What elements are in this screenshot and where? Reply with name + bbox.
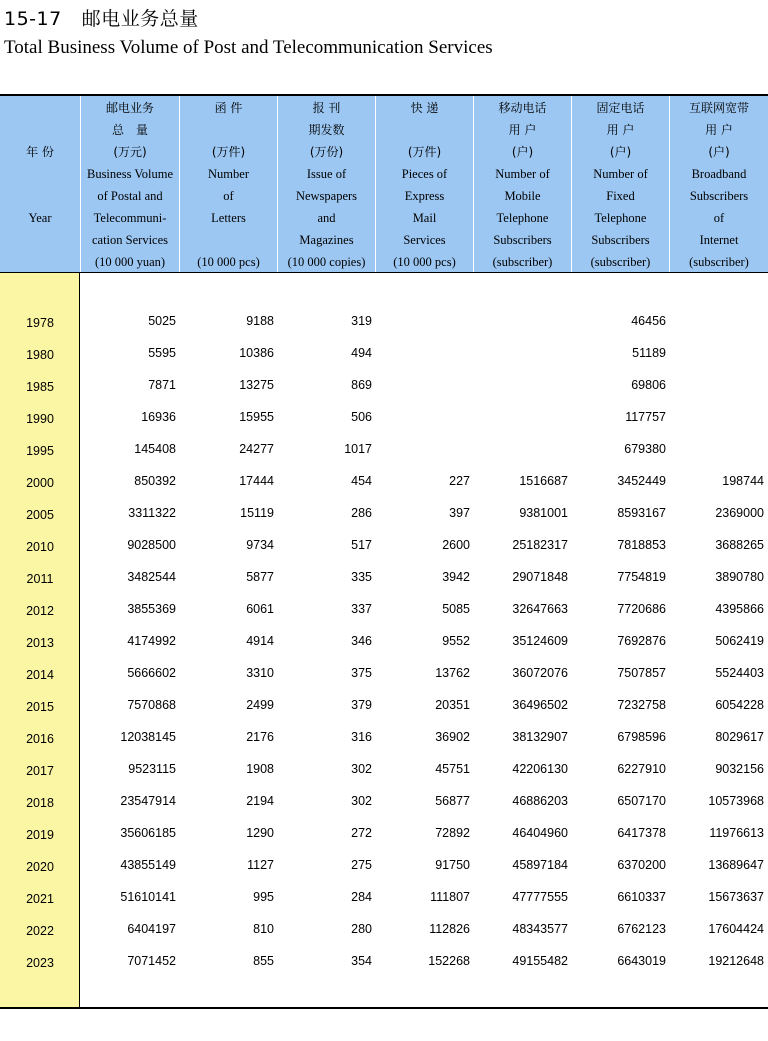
value-cell-letters: 4914 [246, 634, 274, 648]
header-line: Subscribers [493, 233, 552, 247]
value-cell-express: 111807 [430, 890, 470, 904]
value-cell-express [376, 401, 470, 433]
value-cell-mobile: 35124609 [512, 634, 568, 648]
header-line: 总 量 [111, 123, 148, 137]
value-cell-fixed: 7754819 [617, 570, 666, 584]
header-line: of [223, 189, 234, 203]
header-line: (subscriber) [689, 255, 749, 269]
year-cell: 2018 [26, 796, 54, 810]
value-cell-fixed: 6507170 [617, 794, 666, 808]
value-cell-mobile [474, 369, 568, 401]
header-line [0, 119, 80, 141]
value-cell-fixed: 6762123 [617, 922, 666, 936]
value-cell-fixed: 6610337 [617, 890, 666, 904]
value-cell-letters: 1908 [246, 762, 274, 776]
year-cell: 2022 [26, 924, 54, 938]
value-cell-fixed: 6643019 [617, 954, 666, 968]
value-cell-letters: 15119 [240, 506, 274, 520]
header-line: Services [403, 233, 446, 247]
value-cell-letters: 17444 [239, 474, 274, 488]
value-cell-letters: 10386 [239, 346, 274, 360]
table-row [0, 945, 768, 977]
value-cell-letters: 9188 [246, 314, 274, 328]
value-cell-broadband: 8029617 [715, 730, 764, 744]
value-cell-mobile [474, 401, 568, 433]
value-cell-express: 91750 [435, 858, 470, 872]
value-cell-fixed: 8593167 [617, 506, 666, 520]
value-cell-express [376, 433, 470, 465]
value-cell-mobile: 48343577 [512, 922, 568, 936]
value-cell-letters: 6061 [246, 602, 274, 616]
header-line: Internet [699, 233, 739, 247]
value-cell-letters: 810 [253, 922, 274, 936]
value-cell-fixed: 7507857 [617, 666, 666, 680]
value-cell-letters: 9734 [246, 538, 274, 552]
year-cell: 2021 [26, 892, 54, 906]
value-cell-fixed: 3452449 [617, 474, 666, 488]
header-bottom-rule [0, 272, 768, 273]
value-cell-mobile: 38132907 [512, 730, 568, 744]
value-cell-newspapers: 319 [351, 314, 372, 328]
table-row [0, 881, 768, 913]
year-cell: 2016 [26, 732, 54, 746]
table-row [0, 529, 768, 561]
header-col-fixed [572, 96, 670, 272]
value-cell-letters: 1127 [247, 858, 274, 872]
value-cell-express [376, 305, 470, 337]
table-row [0, 401, 768, 433]
year-cell: 2010 [26, 540, 54, 554]
table-row [0, 817, 768, 849]
value-cell-newspapers: 346 [351, 634, 372, 648]
value-cell-newspapers: 272 [351, 826, 372, 840]
header-line [0, 185, 80, 207]
header-line: Number of [593, 167, 648, 181]
table-row [0, 625, 768, 657]
header-line: Telephone [594, 211, 647, 225]
header-line: 年 份 [26, 145, 54, 159]
header-line: Mobile [504, 189, 541, 203]
year-cell: 1985 [26, 380, 54, 394]
value-cell-business-volume: 4174992 [127, 634, 176, 648]
value-cell-broadband [670, 433, 764, 465]
header-line: (万件) [407, 145, 442, 159]
value-cell-mobile: 46886203 [512, 794, 568, 808]
header-line: Subscribers [689, 189, 749, 203]
value-cell-newspapers: 454 [351, 474, 372, 488]
value-cell-business-volume: 6404197 [127, 922, 176, 936]
value-cell-broadband: 3890780 [715, 570, 764, 584]
value-cell-newspapers: 337 [351, 602, 372, 616]
value-cell-newspapers: 280 [351, 922, 372, 936]
year-cell: 2019 [26, 828, 54, 842]
year-cell: 2011 [26, 572, 54, 586]
header-col-letters [180, 96, 278, 272]
value-cell-business-volume: 850392 [134, 474, 176, 488]
value-cell-newspapers: 869 [351, 378, 372, 392]
value-cell-newspapers: 316 [351, 730, 372, 744]
value-cell-letters: 2194 [246, 794, 274, 808]
year-cell: 1980 [26, 348, 54, 362]
value-cell-letters: 5877 [246, 570, 274, 584]
value-cell-newspapers: 275 [351, 858, 372, 872]
value-cell-business-volume: 5595 [148, 346, 176, 360]
value-cell-express: 45751 [435, 762, 470, 776]
header-line [0, 163, 80, 185]
header-line: Express [404, 189, 445, 203]
header-line: Telephone [496, 211, 549, 225]
value-cell-letters: 855 [253, 954, 274, 968]
value-cell-broadband: 2369000 [715, 506, 764, 520]
value-cell-business-volume: 7570868 [127, 698, 176, 712]
value-cell-mobile: 46404960 [512, 826, 568, 840]
value-cell-express: 56877 [435, 794, 470, 808]
value-cell-express: 112826 [429, 922, 470, 936]
header-line: (万元) [113, 145, 147, 159]
value-cell-express: 72892 [435, 826, 470, 840]
header-col-broadband [670, 96, 768, 272]
header-line [0, 229, 80, 251]
value-cell-express: 397 [449, 506, 470, 520]
value-cell-letters: 2499 [246, 698, 274, 712]
value-cell-mobile: 42206130 [512, 762, 568, 776]
header-line: Letters [211, 211, 246, 225]
value-cell-express: 13762 [435, 666, 470, 680]
value-cell-newspapers: 375 [351, 666, 372, 680]
value-cell-mobile: 25182317 [512, 538, 568, 552]
table-title-english: Total Business Volume of Post and Telecommunication Services [4, 37, 493, 58]
header-line: Number of [495, 167, 550, 181]
value-cell-fixed: 6227910 [617, 762, 666, 776]
value-cell-broadband: 4395866 [715, 602, 764, 616]
header-line: (subscriber) [590, 255, 651, 269]
header-line: Number [208, 167, 249, 181]
value-cell-newspapers: 354 [351, 954, 372, 968]
header-line: Newspapers [295, 189, 358, 203]
value-cell-business-volume: 3311322 [128, 506, 176, 520]
year-cell: 2000 [26, 476, 54, 490]
value-cell-newspapers: 1017 [344, 442, 372, 456]
year-cell: 1990 [26, 412, 54, 426]
value-cell-business-volume: 5025 [148, 314, 176, 328]
header-line [0, 251, 80, 273]
header-line: 函 件 [214, 101, 243, 115]
header-line [180, 229, 277, 251]
table-row [0, 305, 768, 337]
value-cell-mobile: 29071848 [512, 570, 568, 584]
value-cell-newspapers: 335 [351, 570, 372, 584]
value-cell-broadband: 10573968 [708, 794, 764, 808]
value-cell-business-volume: 3855369 [127, 602, 176, 616]
table-row [0, 753, 768, 785]
value-cell-broadband: 5062419 [715, 634, 764, 648]
year-cell: 1995 [26, 444, 54, 458]
value-cell-broadband [670, 305, 764, 337]
table-bottom-rule [0, 1007, 768, 1009]
header-line: 移动电话 [498, 101, 547, 115]
value-cell-broadband: 3688265 [715, 538, 764, 552]
header-line: of Postal and [97, 189, 163, 203]
table-row [0, 721, 768, 753]
value-cell-mobile: 36072076 [512, 666, 568, 680]
header-line [376, 119, 473, 141]
value-cell-newspapers: 286 [351, 506, 372, 520]
header-col-year [0, 96, 81, 272]
table-row [0, 497, 768, 529]
table-row [0, 465, 768, 497]
value-cell-letters: 13275 [239, 378, 274, 392]
header-line: (户) [609, 145, 632, 159]
value-cell-express: 5085 [442, 602, 470, 616]
value-cell-business-volume: 12038145 [120, 730, 176, 744]
value-cell-fixed: 6370200 [617, 858, 666, 872]
table-row [0, 561, 768, 593]
header-line: of [713, 211, 725, 225]
header-line: 用 户 [508, 123, 537, 137]
header-line: (万件) [211, 145, 246, 159]
value-cell-mobile: 45897184 [512, 858, 568, 872]
header-line: Year [28, 211, 52, 225]
value-cell-broadband: 19212648 [708, 954, 764, 968]
value-cell-newspapers: 517 [351, 538, 372, 552]
value-cell-broadband: 9032156 [715, 762, 764, 776]
header-line: Mail [412, 211, 437, 225]
value-cell-letters: 24277 [239, 442, 274, 456]
value-cell-fixed: 7232758 [617, 698, 666, 712]
table-number: 15-17 [4, 8, 62, 30]
table-row [0, 849, 768, 881]
header-line: 用 户 [606, 123, 635, 137]
year-cell: 2020 [26, 860, 54, 874]
header-line: (万份) [309, 145, 344, 159]
value-cell-fixed: 69806 [631, 378, 666, 392]
value-cell-mobile: 49155482 [512, 954, 568, 968]
value-cell-business-volume: 35606185 [120, 826, 176, 840]
value-cell-letters: 3310 [246, 666, 274, 680]
header-line [0, 97, 80, 119]
header-line: (户) [511, 145, 534, 159]
value-cell-express: 20351 [435, 698, 470, 712]
header-line: (10 000 pcs) [197, 255, 260, 269]
header-line: (subscriber) [492, 255, 553, 269]
value-cell-business-volume: 3482544 [127, 570, 176, 584]
value-cell-newspapers: 506 [351, 410, 372, 424]
table-row [0, 369, 768, 401]
value-cell-business-volume: 51610141 [120, 890, 176, 904]
value-cell-express: 227 [449, 474, 470, 488]
value-cell-broadband: 6054228 [715, 698, 764, 712]
value-cell-broadband: 11976613 [709, 826, 764, 840]
value-cell-business-volume: 23547914 [120, 794, 176, 808]
value-cell-express [376, 337, 470, 369]
header-line: Pieces of [401, 167, 448, 181]
header-line: (10 000 pcs) [393, 255, 456, 269]
value-cell-business-volume: 7071452 [127, 954, 176, 968]
header-line: 邮电业务 [105, 101, 154, 115]
value-cell-newspapers: 284 [351, 890, 372, 904]
header-line: Magazines [299, 233, 354, 247]
header-line: 报 刊 [312, 101, 341, 115]
header-line: 快 递 [410, 101, 439, 115]
value-cell-letters: 1290 [246, 826, 274, 840]
year-cell: 2017 [26, 764, 54, 778]
year-cell: 2012 [26, 604, 54, 618]
value-cell-fixed: 7720686 [617, 602, 666, 616]
header-line: Fixed [606, 189, 635, 203]
table-row [0, 593, 768, 625]
value-cell-letters: 2176 [246, 730, 274, 744]
value-cell-mobile [474, 337, 568, 369]
value-cell-express: 3942 [442, 570, 470, 584]
value-cell-business-volume: 16936 [141, 410, 176, 424]
year-cell: 2023 [26, 956, 54, 970]
value-cell-fixed: 7692876 [617, 634, 666, 648]
value-cell-mobile [474, 433, 568, 465]
value-cell-business-volume: 43855149 [120, 858, 176, 872]
table-header [0, 96, 768, 272]
header-line: Business Volume [86, 167, 173, 181]
header-line: (10 000 copies) [287, 255, 366, 269]
value-cell-mobile [474, 305, 568, 337]
year-cell: 2005 [26, 508, 54, 522]
value-cell-fixed: 7818853 [617, 538, 666, 552]
year-cell: 2015 [26, 700, 54, 714]
value-cell-fixed: 51189 [632, 346, 666, 360]
value-cell-fixed: 117757 [625, 410, 666, 424]
year-cell: 1978 [26, 316, 54, 330]
value-cell-fixed: 46456 [631, 314, 666, 328]
value-cell-mobile: 36496502 [512, 698, 568, 712]
value-cell-mobile: 32647663 [512, 602, 568, 616]
header-line: and [317, 211, 336, 225]
value-cell-newspapers: 379 [351, 698, 372, 712]
header-line: Issue of [306, 167, 347, 181]
value-cell-newspapers: 302 [351, 762, 372, 776]
header-line: Broadband [691, 167, 747, 181]
value-cell-broadband [670, 337, 764, 369]
value-cell-business-volume: 5666602 [127, 666, 176, 680]
value-cell-newspapers: 302 [351, 794, 372, 808]
header-col-express [376, 96, 474, 272]
table-title-cn-text: 邮电业务总量 [81, 8, 199, 30]
value-cell-broadband: 5524403 [715, 666, 764, 680]
value-cell-express [376, 369, 470, 401]
value-cell-mobile: 1516687 [519, 474, 568, 488]
header-line [180, 119, 277, 141]
header-line: Telecommuni- [93, 211, 167, 225]
table-title-chinese [4, 4, 199, 31]
year-cell: 2013 [26, 636, 54, 650]
header-col-business-volume [81, 96, 180, 272]
value-cell-express: 9552 [442, 634, 470, 648]
value-cell-mobile: 47777555 [512, 890, 568, 904]
value-cell-fixed: 679380 [624, 442, 666, 456]
value-cell-express: 36902 [435, 730, 470, 744]
header-line: 互联网宽带 [688, 101, 749, 115]
table-row [0, 913, 768, 945]
header-line: 固定电话 [596, 101, 645, 115]
header-line: (10 000 yuan) [94, 255, 166, 269]
value-cell-broadband: 13689647 [708, 858, 764, 872]
value-cell-broadband [670, 401, 764, 433]
table-row [0, 657, 768, 689]
header-col-mobile [474, 96, 572, 272]
value-cell-express: 152268 [428, 954, 470, 968]
value-cell-business-volume: 9523115 [128, 762, 176, 776]
value-cell-letters: 995 [253, 890, 274, 904]
table-row [0, 433, 768, 465]
header-col-newspapers [278, 96, 376, 272]
value-cell-letters: 15955 [239, 410, 274, 424]
table-row [0, 785, 768, 817]
header-line: cation Services [91, 233, 168, 247]
value-cell-mobile: 9381001 [519, 506, 568, 520]
value-cell-business-volume: 7871 [148, 378, 176, 392]
value-cell-broadband: 17604424 [708, 922, 764, 936]
value-cell-newspapers: 494 [351, 346, 372, 360]
header-line: 期发数 [308, 123, 345, 137]
table-row [0, 337, 768, 369]
table-row [0, 689, 768, 721]
value-cell-express: 2600 [442, 538, 470, 552]
value-cell-broadband: 15673637 [708, 890, 764, 904]
header-line: (户) [708, 145, 730, 159]
header-line: Subscribers [591, 233, 650, 247]
header-line: 用 户 [705, 123, 733, 137]
value-cell-business-volume: 145408 [134, 442, 176, 456]
value-cell-fixed: 6417378 [617, 826, 666, 840]
year-cell: 2014 [26, 668, 54, 682]
value-cell-business-volume: 9028500 [127, 538, 176, 552]
value-cell-broadband: 198744 [722, 474, 764, 488]
value-cell-fixed: 6798596 [617, 730, 666, 744]
value-cell-broadband [670, 369, 764, 401]
